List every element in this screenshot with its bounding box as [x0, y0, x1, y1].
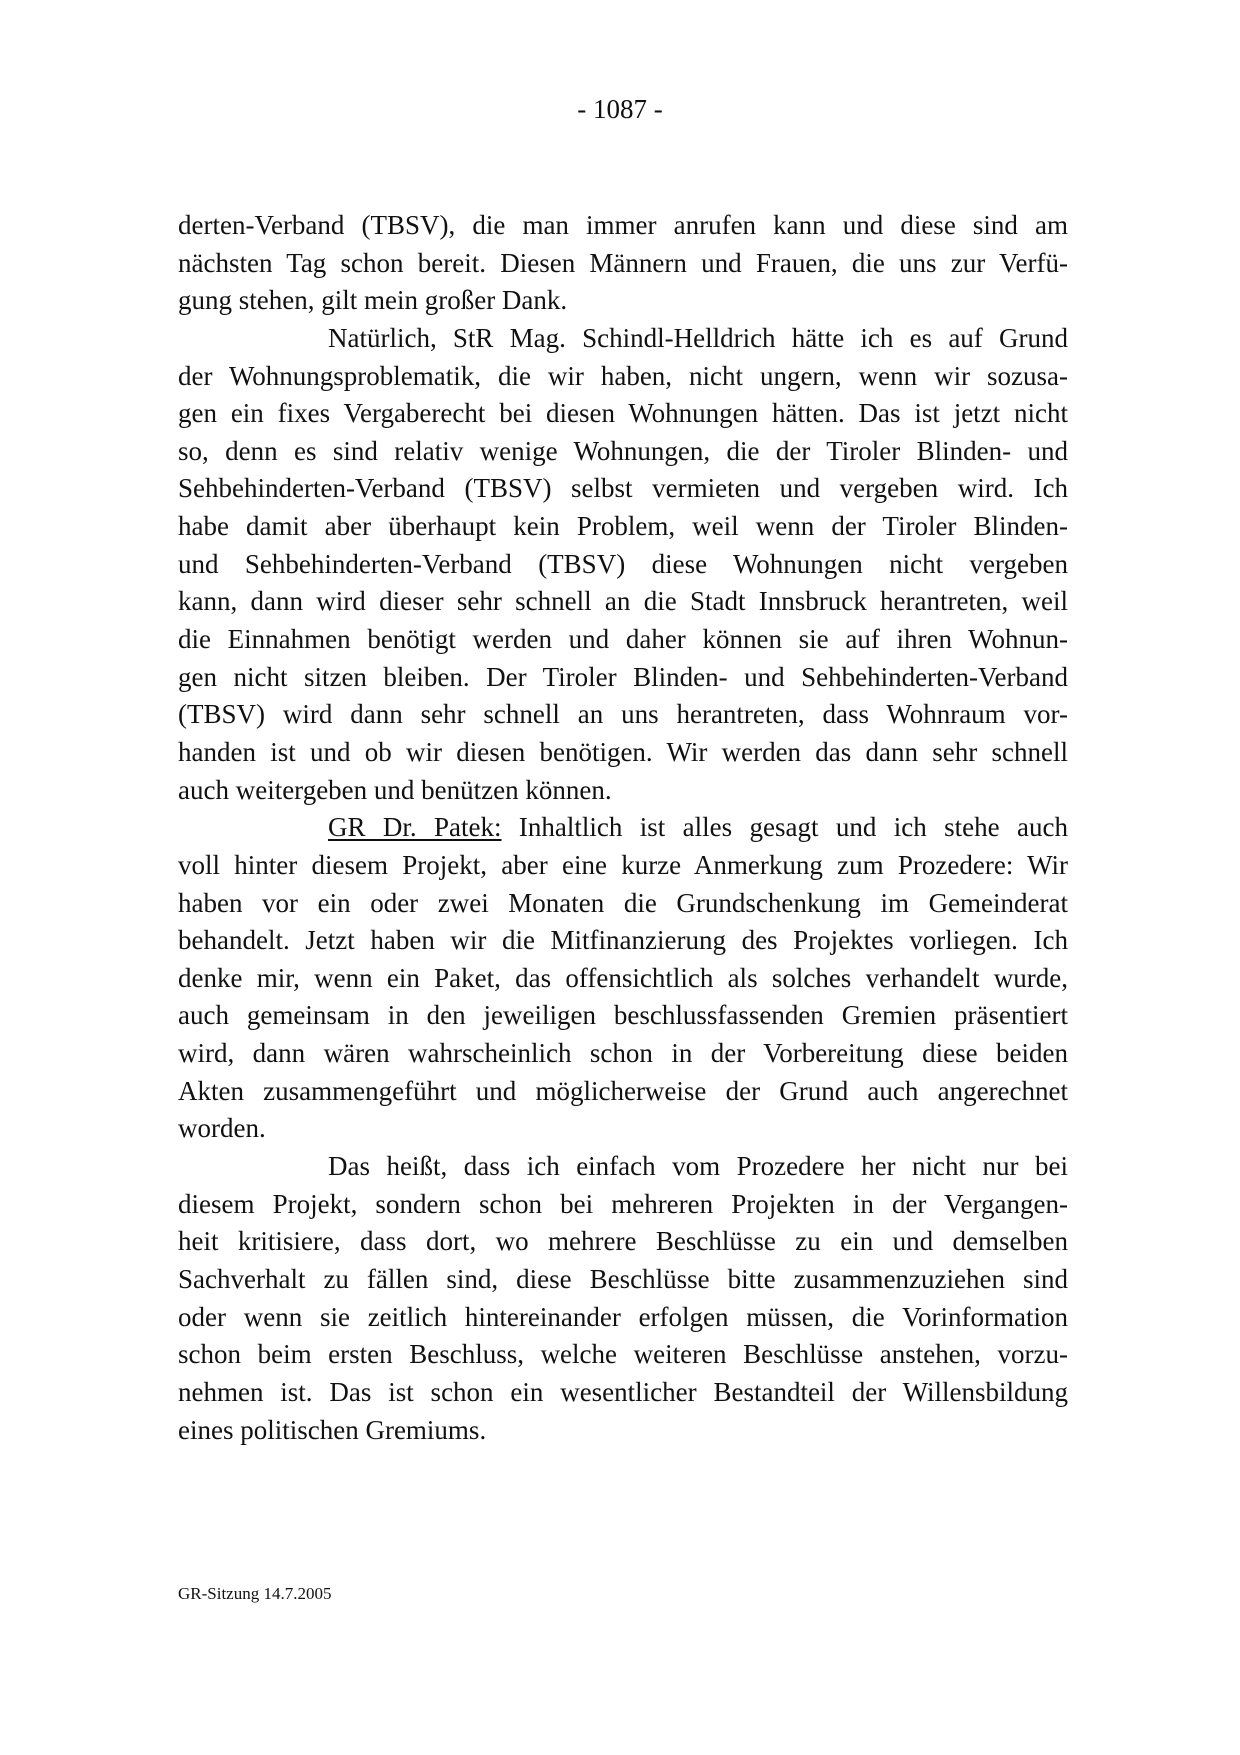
text-line: gen nicht sitzen bleiben. Der Tiroler Blinden- und Sehbehinderten-Verband	[178, 661, 1068, 692]
text-line: Sachverhalt zu fällen sind, diese Beschlüsse bitte zusammenzuziehen sind	[178, 1263, 1068, 1294]
text-line: kann, dann wird dieser sehr schnell an die Stadt Innsbruck herantreten, weil	[178, 586, 1068, 617]
text-line: nächsten Tag schon bereit. Diesen Männern und Frauen, die uns zur Verfü-	[178, 247, 1068, 278]
text-line: der Wohnungsproblematik, die wir haben, nicht ungern, wenn wir sozusa-	[178, 360, 1068, 391]
text-line: gen ein fixes Vergaberecht bei diesen Wohnungen hätten. Das ist jetzt nicht	[178, 398, 1068, 429]
speaker-line	[178, 809, 1068, 847]
footer-session-date: GR-Sitzung 14.7.2005	[178, 1584, 332, 1603]
text-line: derten-Verband (TBSV), die man immer anrufen kann und diese sind am	[178, 210, 1068, 240]
text-line: Das heißt, dass ich einfach vom Prozedere her nicht nur bei	[328, 1151, 1068, 1182]
text-line: Akten zusammengeführt und möglicherweise der Grund auch angerechnet	[178, 1075, 1068, 1106]
text-line: handen ist und ob wir diesen benötigen. Wir werden das dann sehr schnell	[178, 736, 1068, 767]
text-line: und Sehbehinderten-Verband (TBSV) diese Wohnungen nicht vergeben	[178, 548, 1068, 579]
page-number: - 1087 -	[577, 94, 663, 124]
text-line: habe damit aber überhaupt kein Problem, weil wenn der Tiroler Blinden-	[178, 511, 1068, 542]
text-line: Natürlich, StR Mag. Schindl-Helldrich hätte ich es auf Grund	[328, 322, 1068, 353]
text-line: haben vor ein oder zwei Monaten die Grundschenkung im Gemeinderat	[178, 887, 1068, 918]
body-text	[178, 207, 1068, 1449]
text-line: diesem Projekt, sondern schon bei mehreren Projekten in der Vergangen-	[178, 1188, 1068, 1219]
text-line: so, denn es sind relativ wenige Wohnungen, die der Tiroler Blinden- und	[178, 435, 1068, 466]
text-line: denke mir, wenn ein Paket, das offensichtlich als solches verhandelt wurde,	[178, 962, 1068, 993]
text-line: Sehbehinderten-Verband (TBSV) selbst vermieten und vergeben wird. Ich	[178, 473, 1068, 504]
text-line: oder wenn sie zeitlich hintereinander erfolgen müssen, die Vorinformation	[178, 1301, 1068, 1332]
text-line: schon beim ersten Beschluss, welche weiteren Beschlüsse anstehen, vorzu-	[178, 1339, 1068, 1370]
text-line: heit kritisiere, dass dort, wo mehrere Beschlüsse zu ein und demselben	[178, 1226, 1068, 1257]
text-line: voll hinter diesem Projekt, aber eine kurze Anmerkung zum Prozedere: Wir	[178, 849, 1068, 880]
text-line: auch weitergeben und benützen können.	[178, 774, 612, 805]
speaker-line-text: Inhaltlich ist alles gesagt und ich stehe auch	[501, 812, 1069, 843]
text-line: gung stehen, gilt mein großer Dank.	[178, 285, 568, 316]
text-line: worden.	[178, 1113, 266, 1144]
text-line: wird, dann wären wahrscheinlich schon in der Vorbereitung diese beiden	[178, 1038, 1068, 1069]
speaker-name: GR Dr. Patek:	[328, 812, 502, 843]
text-line: (TBSV) wird dann sehr schnell an uns herantreten, dass Wohnraum vor-	[178, 699, 1068, 730]
text-line: eines politischen Gremiums.	[178, 1414, 487, 1445]
text-line: nehmen ist. Das ist schon ein wesentlicher Bestandteil der Willensbildung	[178, 1376, 1068, 1407]
text-line: die Einnahmen benötigt werden und daher können sie auf ihren Wohnun-	[178, 624, 1068, 655]
text-line: behandelt. Jetzt haben wir die Mitfinanzierung des Projektes vorliegen. Ich	[178, 925, 1068, 956]
text-line: auch gemeinsam in den jeweiligen beschlussfassenden Gremien präsentiert	[178, 1000, 1068, 1031]
